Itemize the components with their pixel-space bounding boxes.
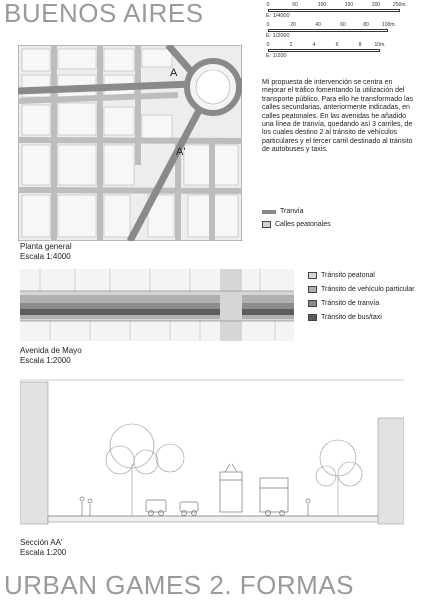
scale-bar-graphic xyxy=(268,29,388,32)
scale-tick: 60 xyxy=(340,22,346,28)
scale-bar-4000 xyxy=(266,3,408,21)
scale-tick: 10m. xyxy=(374,42,386,48)
scale-tick: 2 xyxy=(289,42,293,48)
scale-tick: 200 xyxy=(371,2,381,8)
plan-map xyxy=(18,45,242,241)
scale-tick: 4 xyxy=(312,42,316,48)
legend-item-particular xyxy=(308,286,420,293)
caption-scale: Escala 1:200 xyxy=(20,548,67,557)
legend-label: Tránsito peatonal xyxy=(321,272,375,279)
scale-label: E: 1/2000 xyxy=(266,33,290,39)
scale-tick: 100m. xyxy=(382,22,396,28)
legend-item-peatonales xyxy=(262,221,412,228)
scale-tick: 100 xyxy=(317,2,327,8)
scale-tick: 6 xyxy=(335,42,339,48)
caption-scale: Escala 1:4000 xyxy=(20,252,71,261)
legend-item-bus-taxi xyxy=(308,314,420,321)
page-title: BUENOS AIRES xyxy=(4,0,204,28)
caption-title: Avenida de Mayo xyxy=(20,346,82,355)
scale-tick: 40 xyxy=(315,22,321,28)
legend-label: Tránsito de vehículo particular xyxy=(321,286,415,293)
scale-bar-200 xyxy=(266,43,408,61)
transit-legend xyxy=(308,272,420,321)
caption-scale: Escala 1:2000 xyxy=(20,356,71,365)
scale-bars xyxy=(266,3,416,63)
caption-title: Sección AA' xyxy=(20,538,63,547)
scale-label: E: 1/200 xyxy=(266,53,287,59)
scale-tick: 0 xyxy=(266,2,270,8)
private-vehicle-swatch xyxy=(308,286,317,293)
pedestrian-swatch xyxy=(308,272,317,279)
footer-title: URBAN GAMES 2. FORMAS xyxy=(4,570,354,600)
scale-bar-graphic xyxy=(268,9,400,12)
legend-label: Tranvía xyxy=(280,208,304,215)
scale-tick: 80 xyxy=(363,22,369,28)
bus-taxi-swatch xyxy=(308,314,317,321)
section-marker-a: A xyxy=(170,67,178,79)
avenida-drawing xyxy=(20,269,294,341)
legend-label: Tránsito de bus/taxi xyxy=(321,314,382,321)
caption-title: Planta general xyxy=(20,242,72,251)
legend-item-tranvia-transit xyxy=(308,300,420,307)
avenida-caption xyxy=(20,346,82,366)
scale-tick: 150 xyxy=(344,2,354,8)
tram-swatch xyxy=(308,300,317,307)
scale-bar-graphic xyxy=(268,49,380,52)
section-aa-drawing xyxy=(20,378,404,530)
pedestrian-street-swatch xyxy=(262,221,271,228)
legend-item-peatonal xyxy=(308,272,420,279)
section-drawing xyxy=(20,378,404,530)
section-caption xyxy=(20,538,66,558)
tram-line-swatch xyxy=(262,210,276,214)
scale-tick: 20 xyxy=(290,22,296,28)
avenida-plan xyxy=(20,269,294,341)
description-text: Mi propuesta de intervención se centra en mejorar el tráfico fomentando la utilización del transporte público. Para ello he transformado las calles secundarias, anteriormente indicadas, en calles peatonales. En las avenidas he añadido una línea de tranvía, quedando así 3 carriles, de los cuales destino 2 al tránsito de vehículos particulares y el tercer carril destinado al tránsito de autobuses y taxis. xyxy=(262,79,413,154)
legend-label: Calles peatonales xyxy=(275,221,331,228)
scale-tick: 8 xyxy=(358,42,362,48)
scale-tick: 50 xyxy=(292,2,298,8)
scale-tick: 0 xyxy=(266,22,270,28)
section-marker-a-prime: A' xyxy=(176,146,186,158)
plan-map-drawing xyxy=(18,45,242,241)
scale-label: E: 1/4000 xyxy=(266,13,290,19)
scale-bar-2000 xyxy=(266,23,408,41)
legend-item-tranvia xyxy=(262,208,412,215)
scale-tick: 250m. xyxy=(393,2,407,8)
scale-tick: 0 xyxy=(266,42,270,48)
legend-label: Tránsito de tranvía xyxy=(321,300,380,307)
plan-caption xyxy=(20,242,72,262)
plan-legend xyxy=(262,208,412,228)
